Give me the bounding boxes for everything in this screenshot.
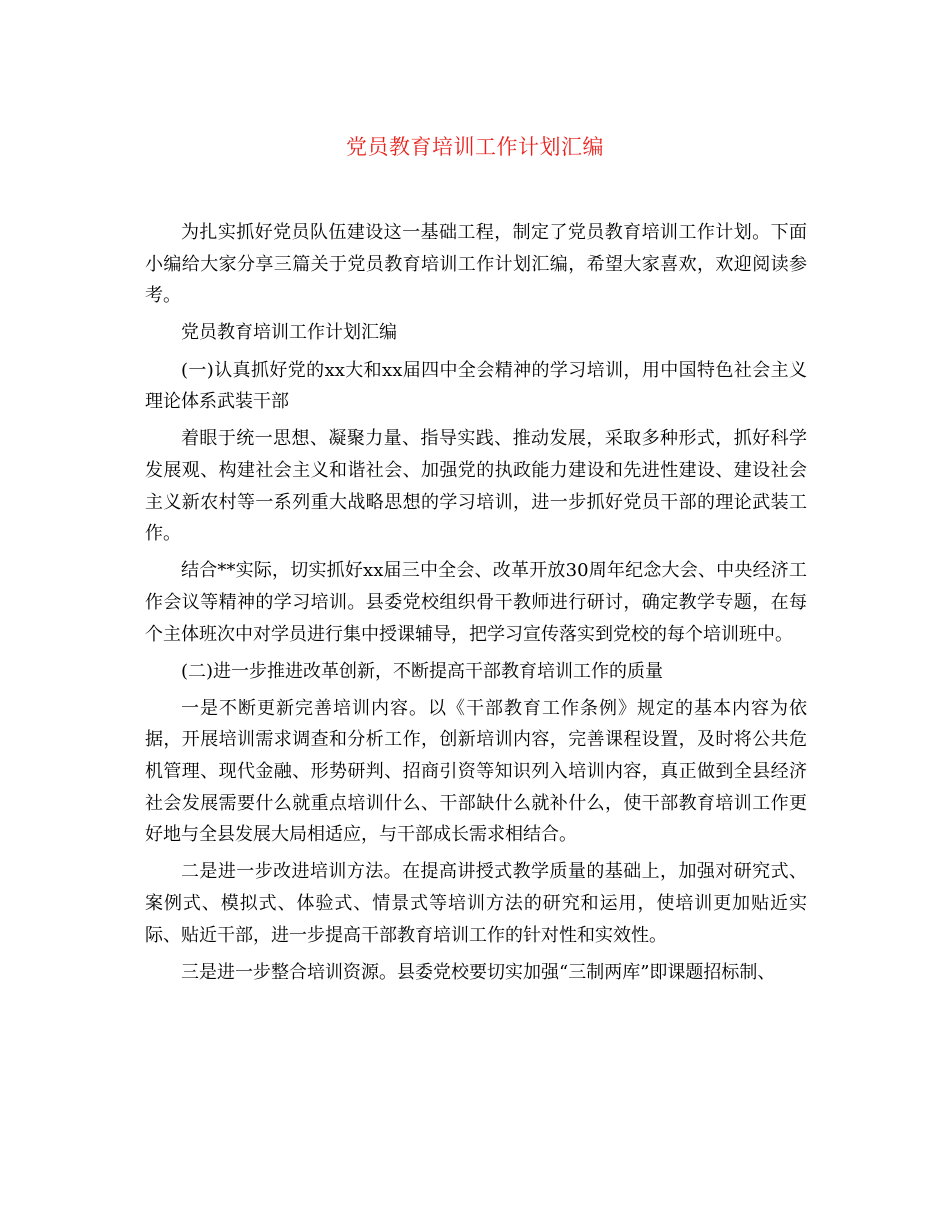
paragraph-body: 结合**实际，切实抓好xx届三中全会、改革开放30周年纪念大会、中央经济工作会议等精神的学习培训。县委党校组织骨干教师进行研讨，确定教学专题，在每个主体班次中对学员进行集中授课辅导，把学习宣传落实到党校的每个培训班中。 <box>145 560 807 645</box>
paragraph-body: 三是进一步整合培训资源。县委党校要切实加强“三制两库”即课题招标制、 <box>181 961 776 983</box>
paragraph-intro: 为扎实抓好党员队伍建设这一基础工程，制定了党员教育培训工作计划。下面小编给大家分享三篇关于党员教育培训工作计划汇编，希望大家喜欢，欢迎阅读参考。 <box>145 222 807 307</box>
paragraph-section-2: (二)进一步推进改革创新，不断提高干部教育培训工作的质量 <box>181 660 664 682</box>
document-title: 党员教育培训工作计划汇编 <box>346 135 604 159</box>
paragraph-body: 二是进一步改进培训方法。在提高讲授式教学质量的基础上，加强对研究式、案例式、模拟式、体验式、情景式等培训方法的研究和运用，使培训更加贴近实际、贴近干部，进一步提高干部教育培训工作的针对性和实效性。 <box>145 861 807 946</box>
document-body <box>145 217 807 994</box>
paragraph-section-1: (一)认真抓好党的xx大和xx届四中全会精神的学习培训，用中国特色社会主义理论体系武装干部 <box>145 359 807 413</box>
paragraph-body: 一是不断更新完善培训内容。以《干部教育工作条例》规定的基本内容为依据，开展培训需求调查和分析工作，创新培训内容，完善课程设置，及时将公共危机管理、现代金融、形势研判、招商引资等知识列入培训内容，真正做到全县经济社会发展需要什么就重点培训什么、干部缺什么就补什么，使干部教育培训工作更好地与全县发展大局相适应，与干部成长需求相结合。 <box>145 697 807 846</box>
paragraph-body: 着眼于统一思想、凝聚力量、指导实践、推动发展，采取多种形式，抓好科学发展观、构建社会主义和谐社会、加强党的执政能力建设和先进性建设、建设社会主义新农村等一系列重大战略思想的学习培训，进一步抓好党员干部的理论武装工作。 <box>145 428 807 545</box>
paragraph-heading: 党员教育培训工作计划汇编 <box>181 322 397 344</box>
